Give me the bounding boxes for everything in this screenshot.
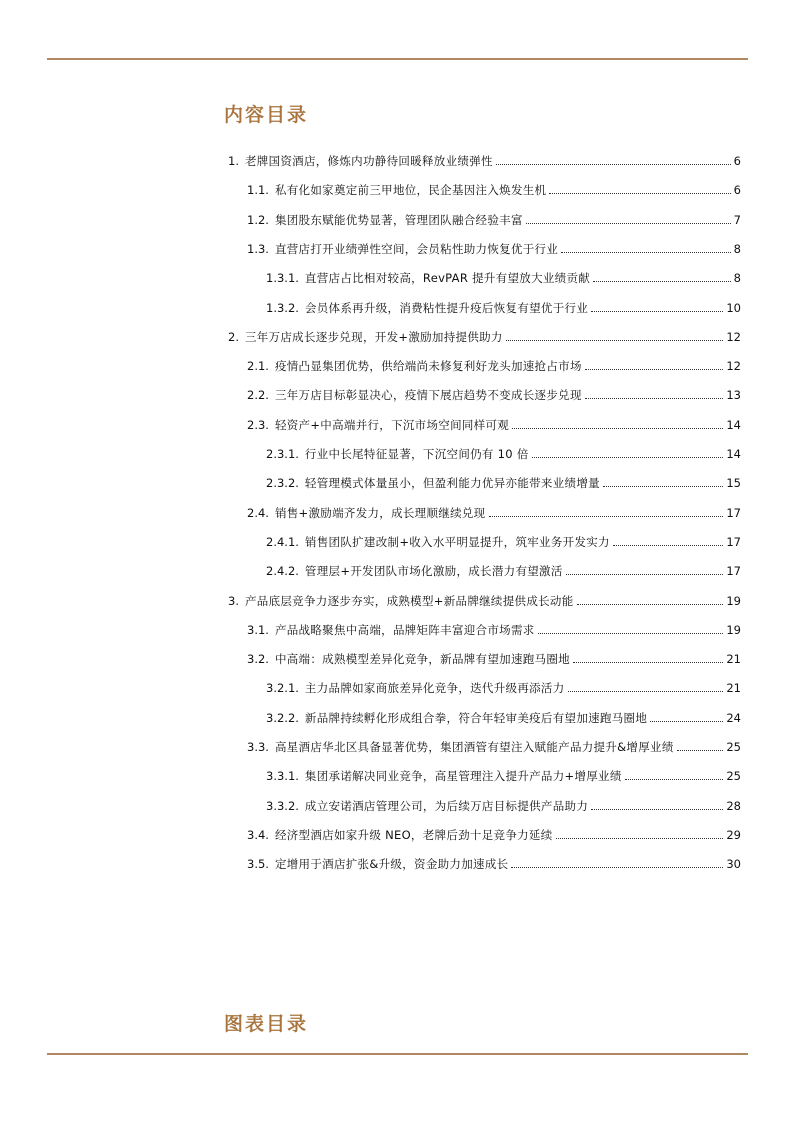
toc-entry-number: 1.2.: [247, 213, 269, 227]
toc-dot-leader: [603, 486, 723, 487]
toc-entry-title: 三年万店目标彰显决心，疫情下展店趋势不变成长逐步兑现: [274, 388, 582, 402]
toc-entry-page: 12: [726, 359, 741, 373]
toc-entry[interactable]: [228, 324, 741, 344]
toc-entry[interactable]: [247, 851, 741, 871]
toc-entry-number: 1.3.1.: [266, 271, 299, 285]
toc-entry[interactable]: [247, 500, 741, 520]
toc-entry-page: 13: [726, 388, 741, 402]
toc-entry-page: 19: [726, 594, 741, 608]
toc-dot-leader: [593, 281, 731, 282]
toc-entry-page: 6: [733, 183, 741, 197]
toc-entry-title: 直营店打开业绩弹性空间，会员粘性助力恢复优于行业: [274, 242, 559, 256]
toc-entry-title: 会员体系再升级，消费粘性提升疫后恢复有望优于行业: [304, 301, 589, 315]
toc-dot-leader: [613, 545, 724, 546]
toc-entry[interactable]: [266, 675, 741, 695]
toc-entry[interactable]: [266, 793, 741, 813]
toc-entry[interactable]: [266, 529, 741, 549]
toc-entry-title: 直营店占比相对较高，RevPAR 提升有望放大业绩贡献: [304, 271, 591, 285]
toc-entry-page: 15: [726, 476, 741, 490]
toc-entry-number: 3.3.: [247, 740, 269, 754]
toc-entry-title: 集团股东赋能优势显著，管理团队融合经验丰富: [274, 213, 523, 227]
toc-dot-leader: [526, 223, 731, 224]
toc-entry-title: 行业中长尾特征显著，下沉空间仍有 10 倍: [304, 447, 529, 461]
footer-rule: [47, 1053, 748, 1055]
toc-dot-leader: [566, 574, 724, 575]
toc-dot-leader: [512, 428, 723, 429]
toc-entry-title: 定增用于酒店扩张&升级，资金助力加速成长: [274, 857, 509, 871]
toc-entry-title: 主力品牌如家商旅差异化竞争，迭代升级再添活力: [304, 681, 565, 695]
toc-dot-leader: [650, 721, 723, 722]
toc-entry-page: 25: [726, 769, 741, 783]
toc-entry-number: 2.4.: [247, 506, 269, 520]
toc-entry-title: 新品牌持续孵化形成组合拳，符合年轻审美疫后有望加速跑马圈地: [304, 711, 648, 725]
toc-dot-leader: [506, 340, 724, 341]
toc-entry-title: 疫情凸显集团优势，供给端尚未修复利好龙头加速抢占市场: [274, 359, 582, 373]
toc-entry[interactable]: [247, 617, 741, 637]
toc-entry-page: 21: [726, 652, 741, 666]
toc-entry-number: 3.: [228, 594, 239, 608]
toc-entry-number: 3.2.2.: [266, 711, 299, 725]
toc-entry[interactable]: [247, 412, 741, 432]
toc-dot-leader: [568, 691, 724, 692]
toc-dot-leader: [577, 604, 724, 605]
toc-entry[interactable]: [247, 646, 741, 666]
toc-dot-leader: [489, 516, 724, 517]
toc-dot-leader: [677, 750, 724, 751]
toc-entry-page: 21: [726, 681, 741, 695]
toc-entry-page: 17: [726, 564, 741, 578]
toc-entry-title: 销售团队扩建改制+收入水平明显提升，筑牢业务开发实力: [304, 535, 610, 549]
toc-dot-leader: [585, 398, 724, 399]
toc-dot-leader: [591, 311, 723, 312]
toc-entry[interactable]: [266, 558, 741, 578]
toc-dot-leader: [573, 662, 723, 663]
toc-entry-page: 8: [733, 242, 741, 256]
toc-entry-page: 25: [726, 740, 741, 754]
toc-entry-number: 2.4.2.: [266, 564, 299, 578]
toc-entry-title: 轻资产+中高端并行，下沉市场空间同样可观: [274, 418, 510, 432]
toc-entry-number: 2.3.2.: [266, 476, 299, 490]
toc-entry[interactable]: [247, 236, 741, 256]
toc-entry-title: 三年万店成长逐步兑现，开发+激励加持提供助力: [244, 330, 503, 344]
toc-entry[interactable]: [266, 295, 741, 315]
toc-entry-title: 高星酒店华北区具备显著优势，集团酒管有望注入赋能产品力提升&增厚业绩: [274, 740, 674, 754]
toc-entry[interactable]: [247, 353, 741, 373]
toc-entry-number: 3.1.: [247, 623, 269, 637]
toc-entry-number: 2.: [228, 330, 239, 344]
figures-title: 图表目录: [224, 1013, 309, 1035]
toc-entry-number: 2.2.: [247, 388, 269, 402]
toc-dot-leader: [511, 867, 723, 868]
toc-dot-leader: [532, 457, 724, 458]
toc-entry-page: 28: [726, 799, 741, 813]
toc-dot-leader: [538, 633, 724, 634]
toc-entry-page: 12: [726, 330, 741, 344]
toc-entry-number: 3.3.2.: [266, 799, 299, 813]
toc-entry-number: 1.: [228, 154, 239, 168]
toc-entry-title: 中高端：成熟模型差异化竞争，新品牌有望加速跑马圈地: [274, 652, 570, 666]
toc-entry-number: 2.3.: [247, 418, 269, 432]
toc-entry-title: 经济型酒店如家升级 NEO，老牌后劲十足竞争力延续: [274, 828, 553, 842]
toc-entry-page: 7: [733, 213, 741, 227]
toc-entry[interactable]: [247, 822, 741, 842]
toc-entry-number: 3.2.: [247, 652, 269, 666]
toc-dot-leader: [561, 252, 731, 253]
toc-entry[interactable]: [247, 177, 741, 197]
toc-dot-leader: [625, 779, 724, 780]
toc-entry-number: 3.2.1.: [266, 681, 299, 695]
toc-entry[interactable]: [228, 588, 741, 608]
toc-entry-number: 2.1.: [247, 359, 269, 373]
header-rule: [47, 58, 748, 60]
toc-entry-number: 2.3.1.: [266, 447, 299, 461]
toc-entry-title: 产品底层竞争力逐步夯实，成熟模型+新品牌继续提供成长动能: [244, 594, 574, 608]
toc-title: 内容目录: [224, 104, 309, 126]
toc-entry-title: 管理层+开发团队市场化激励，成长潜力有望激活: [304, 564, 563, 578]
toc-entry[interactable]: [266, 470, 741, 490]
toc-entry-number: 2.4.1.: [266, 535, 299, 549]
toc-entry-title: 成立安诺酒店管理公司，为后续万店目标提供产品助力: [304, 799, 589, 813]
toc-entry-page: 14: [726, 418, 741, 432]
toc-entry-title: 私有化如家奠定前三甲地位，民企基因注入焕发生机: [274, 183, 547, 197]
toc-entry-page: 6: [733, 154, 741, 168]
toc-dot-leader: [549, 193, 730, 194]
toc-entry-page: 29: [726, 828, 741, 842]
toc-entry-page: 24: [726, 711, 741, 725]
toc-entry[interactable]: [266, 265, 741, 285]
toc-entry[interactable]: [247, 207, 741, 227]
toc-entry-title: 轻管理模式体量虽小，但盈利能力优异亦能带来业绩增量: [304, 476, 600, 490]
toc-entry[interactable]: [247, 734, 741, 754]
toc-dot-leader: [496, 164, 731, 165]
toc-entry-page: 17: [726, 535, 741, 549]
toc-entry-page: 8: [733, 271, 741, 285]
toc-entry-page: 14: [726, 447, 741, 461]
toc-entry-title: 产品战略聚焦中高端，品牌矩阵丰富迎合市场需求: [274, 623, 535, 637]
toc-entry-page: 17: [726, 506, 741, 520]
toc-entry-number: 1.3.: [247, 242, 269, 256]
toc-entry-number: 3.3.1.: [266, 769, 299, 783]
toc-dot-leader: [585, 369, 724, 370]
toc-entry[interactable]: [247, 382, 741, 402]
toc-entry-number: 3.4.: [247, 828, 269, 842]
toc-entry-page: 10: [726, 301, 741, 315]
toc-entry-number: 1.3.2.: [266, 301, 299, 315]
toc-entry-title: 老牌国资酒店，修炼内功静待回暖释放业绩弹性: [244, 154, 493, 168]
toc-entry[interactable]: [266, 763, 741, 783]
toc-entry[interactable]: [266, 705, 741, 725]
toc-dot-leader: [591, 809, 723, 810]
toc-entry[interactable]: [266, 441, 741, 461]
toc-entry-title: 销售+激励端齐发力，成长理顺继续兑现: [274, 506, 486, 520]
toc-entry-title: 集团承诺解决同业竞争，高星管理注入提升产品力+增厚业绩: [304, 769, 622, 783]
toc-entry-page: 30: [726, 857, 741, 871]
toc-entry[interactable]: [228, 148, 741, 168]
toc-entry-number: 3.5.: [247, 857, 269, 871]
toc-entry-number: 1.1.: [247, 183, 269, 197]
toc-dot-leader: [556, 838, 724, 839]
toc-entry-page: 19: [726, 623, 741, 637]
